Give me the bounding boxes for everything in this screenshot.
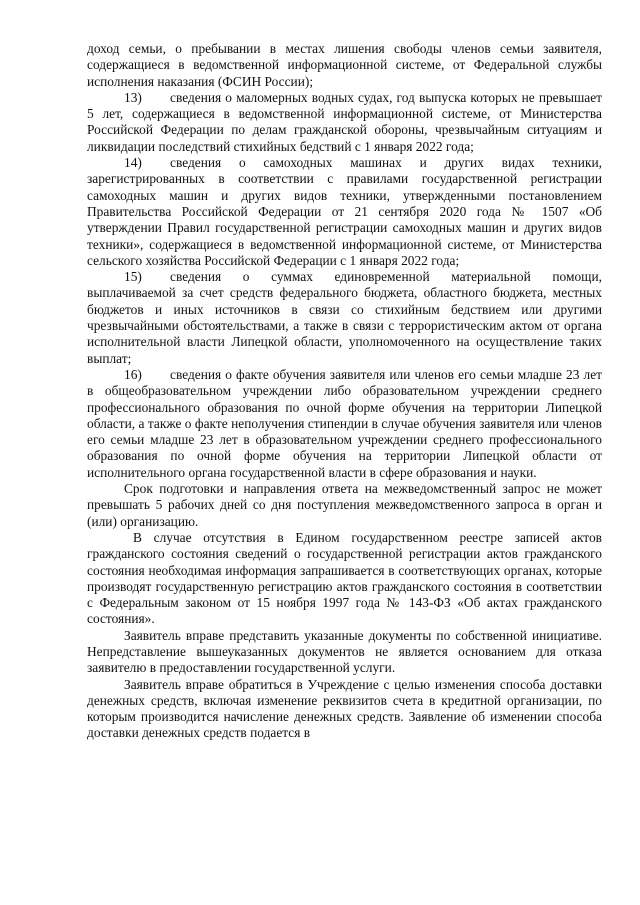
paragraph-delivery-change: [87, 677, 602, 742]
paragraph-text: доход семьи, о пребывании в местах лишения свободы членов семьи заявителя, содержащиеся в ведомственной информационной системе, от Федеральной службы исполнения наказания (ФСИН России);: [87, 41, 602, 89]
list-item-text: сведения о самоходных машинах и других видах техники, зарегистрированных в соответствии с правилами государственной регистрации самоходных машин и других видов техники, утвержденными постановлением Правительства Российской Федерации от 21 сентября 2020 года № 1507 «Об утверждении Правил государственной регистрации самоходных машин и других видов техники», содержащиеся в ведомственной информационной системе, от Министерства сельского хозяйства Российской Федерации с 1 января 2022 года;: [87, 155, 602, 268]
list-item-16: [87, 367, 602, 481]
list-item-text: сведения о суммах единовременной материальной помощи, выплачиваемой за счет средств федерального бюджета, областного бюджета, местных бюджетов и иных источников в связи со стихийным бедствием или другими чрезвычайными обстоятельствами, а также в связи с террористическим актом от органа исполнительной власти Липецкой области, уполномоченного на осуществление таких выплат;: [87, 269, 602, 366]
list-item-14: [87, 155, 602, 269]
list-item-number: 14): [124, 155, 142, 171]
list-item-number: 16): [124, 366, 142, 382]
paragraph-civil-registry: [87, 530, 602, 628]
list-item-13: [87, 90, 602, 155]
paragraph-request-deadline: [87, 481, 602, 530]
paragraph-text: Срок подготовки и направления ответа на межведомственный запрос не может превышать 5 рабочих дней со дня поступления межведомственного запроса в орган и (или) организацию.: [87, 481, 602, 529]
paragraph-text: Заявитель вправе представить указанные документы по собственной инициативе. Непредставление вышеуказанных документов не является основанием для отказа заявителю в предоставлении государственной услуги.: [87, 627, 602, 676]
list-item-number: 13): [124, 89, 142, 105]
paragraph-text: В случае отсутствия в Едином государственном реестре записей актов гражданского состояния сведений о государственной регистрации актов гражданского состояния необходимая информация запрашивается в соответствующих органах, которые производят государственную регистрацию актов гражданского состояния в соответствии с Федеральным законом от 15 ноября 1997 года № 143-ФЗ «Об актах гражданского состояния».: [87, 529, 602, 627]
document-page: [87, 41, 602, 742]
list-item-text: сведения о факте обучения заявителя или членов его семьи младше 23 лет в общеобразовательном учреждении либо образовательном учреждении среднего профессионального образования по очной форме обучения на территории Липецкой области, а также о факте неполучения стипендии в случае обучения заявителя или членов его семьи младше 23 лет в образовательном учреждении среднего профессионального образования по очной форме обучения на территории Липецкой области от исполнительного органа государственной власти в сфере образования и науки.: [87, 366, 602, 480]
paragraph-text: Заявитель вправе обратиться в Учреждение с целью изменения способа доставки денежных средств, включая изменение реквизитов счета в кредитной организации, по которым производится начисление денежных средств. Заявление об изменении способа доставки денежных средств подается в: [87, 676, 602, 741]
paragraph-continuation: [87, 41, 602, 90]
paragraph-own-initiative: [87, 628, 602, 677]
list-item-15: [87, 269, 602, 367]
list-item-text: сведения о маломерных водных судах, год выпуска которых не превышает 5 лет, содержащиеся в ведомственной информационной системе, от Министерства Российской Федерации по делам гражданской обороны, чрезвычайным ситуациям и ликвидации последствий стихийных бедствий с 1 января 2022 года;: [87, 89, 602, 154]
list-item-number: 15): [124, 269, 142, 285]
